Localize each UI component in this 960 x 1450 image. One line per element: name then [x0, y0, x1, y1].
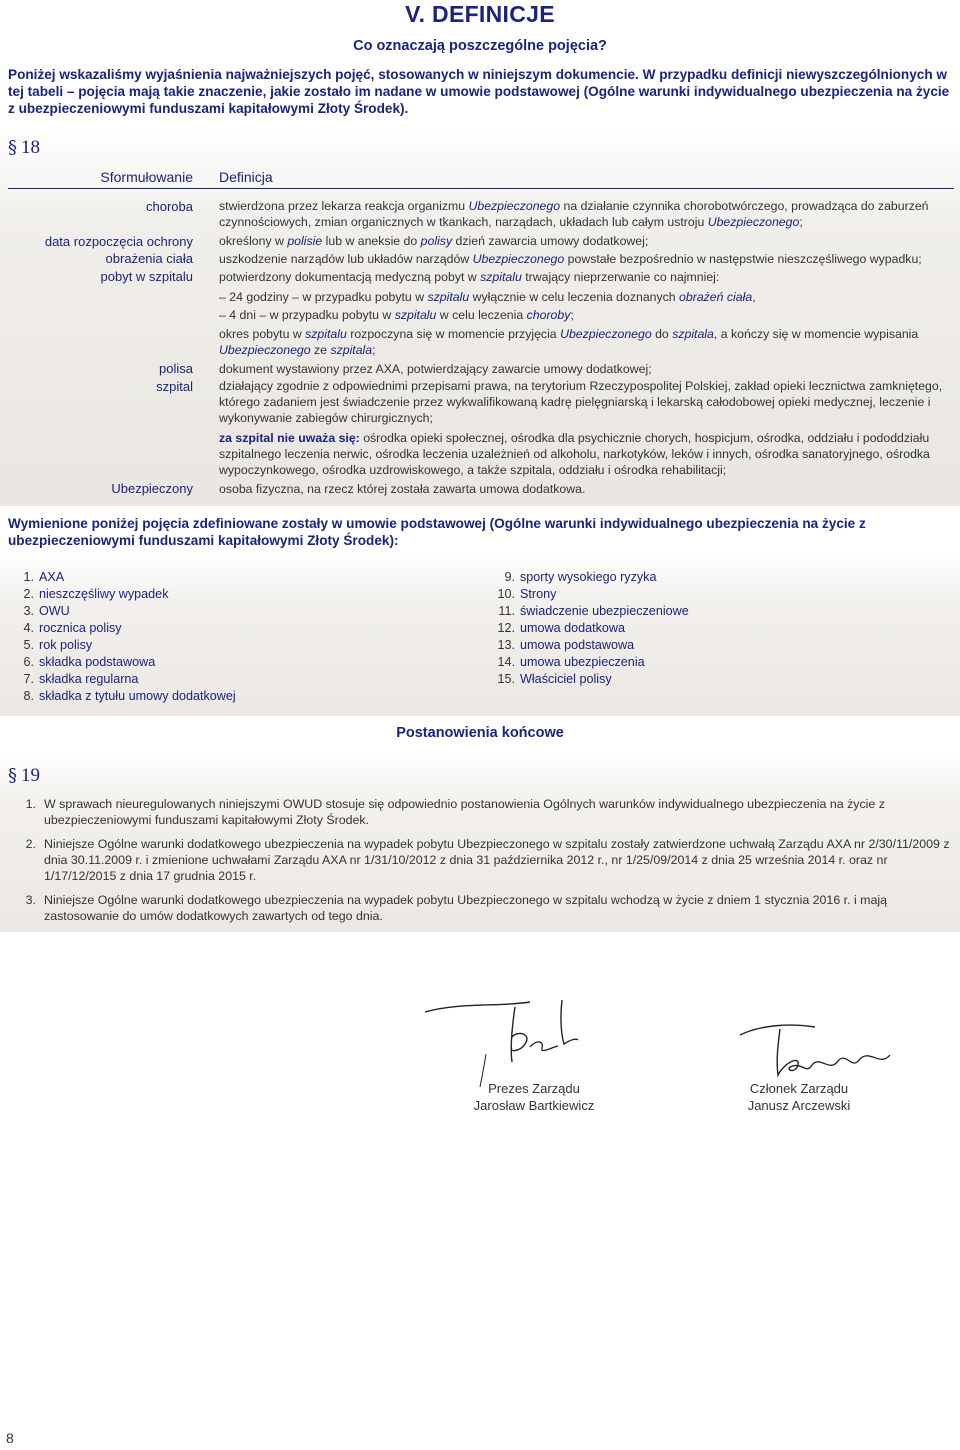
section-number: 18	[21, 137, 40, 158]
signatory-role: Prezes Zarządu	[488, 1081, 580, 1096]
definition-polisa: dokument wystawiony przez AXA, potwierdzający zawarcie umowy dodatkowej;	[219, 362, 652, 376]
signature-block-member	[699, 1080, 899, 1114]
list-item: 3. OWU	[23, 604, 70, 618]
list-item: 13. umowa podstawowa	[497, 638, 635, 652]
definition-szpital: działający zgodnie z odpowiednimi przepisami prawa, na terytorium Rzeczypospolitej Polskiej, zakład opieki lecznictwa zamkniętego, którego zadaniem jest świadczenie przez wykwalifikowaną kadrę pielęgniarską i lekarską całodobowej opieki medycznej, leczenie i wykonywanie zabiegów chirurgicznych;	[219, 379, 943, 425]
list-item: 1. AXA	[23, 570, 65, 584]
list-item: 2. nieszczęśliwy wypadek	[23, 587, 169, 601]
list-item: 10. Strony	[497, 587, 557, 601]
list-item: 11. świadczenie ubezpieczeniowe	[498, 604, 689, 618]
list-item: 15. Właściciel polisy	[497, 672, 612, 686]
final-provisions-title: Postanowienia końcowe	[396, 725, 564, 741]
definition-choroba: stwierdzona przez lekarza reakcja organizmu Ubezpieczonego na działanie czynnika chorobotwórczego, prowadząca do zaburzeń czynnościowych, zmian organicznych w tkankach, narządach, układach lub całym ustroju Ubezpieczonego;	[219, 199, 929, 229]
definition-pobyt-okres: okres pobytu w szpitalu rozpoczyna się w momencie przyjęcia Ubezpieczonego do szpitala, a kończy się w momencie wypisania Ubezpieczonego ze szpitala;	[219, 327, 919, 357]
list-item: 5. rok polisy	[23, 638, 93, 652]
terms-list-heading: Wymienione poniżej pojęcia zdefiniowane zostały w umowie podstawowej (Ogólne warunki indywidualnego ubezpieczenia na życie z ubezpieczeniowymi funduszami kapitałowymi Złoty Środek):	[8, 516, 866, 548]
term-polisa: polisa	[159, 361, 193, 376]
column-header-definition: Definicja	[219, 169, 273, 185]
term-data-rozpoczecia-ochrony: data rozpoczęcia ochrony	[44, 234, 193, 249]
terms-list-right	[487, 569, 689, 688]
section-18-heading	[8, 137, 40, 159]
list-item: 4. rocznica polisy	[23, 621, 122, 635]
definition-data-rozpoczecia-ochrony: określony w polisie lub w aneksie do polisy dzień zawarcia umowy dodatkowej;	[219, 234, 649, 248]
term-choroba: choroba	[146, 199, 193, 214]
list-item: 9. sporty wysokiego ryzyka	[504, 570, 657, 584]
list-item: 12. umowa dodatkowa	[497, 621, 626, 635]
paragraph-symbol: §	[8, 137, 17, 158]
intro-text: Poniżej wskazaliśmy wyjaśnienia najważniejszych pojęć, stosowanych w niniejszym dokumencie. W przypadku definicji niewyszczególnionych w tej tabeli – pojęcia mają takie znaczenie, jakie zostało im nadane w umowie podstawowej (Ogólne warunki indywidualnego ubezpieczenia na życie z ubezpieczeniowymi funduszami kapitałowymi Złoty Środek).	[8, 67, 950, 116]
term-ubezpieczony: Ubezpieczony	[111, 481, 193, 496]
signatory-role: Członek Zarządu	[749, 1081, 849, 1096]
definition-szpital-exclusions: za szpital nie uważa się: ośrodka opieki społecznej, ośrodka dla psychicznie chorych, hospicjum, ośrodka, oddziału i pododdziału szpitalnego leczenia nerwic, ośrodka leczenia uzależnień od alkoholu, narkotyków, leków i innych, ośrodka sanatoryjnego, ośrodka wypoczynkowego, ośrodka uzdrowiskowego, a także szpitala, oddziału i ośrodka rehabilitacji;	[219, 431, 930, 477]
signature-block-president	[434, 1080, 634, 1114]
list-item: 8. składka z tytułu umowy dodatkowej	[23, 689, 236, 703]
list-item: 6. składka podstawowa	[23, 655, 156, 669]
definition-obrazenia-ciala: uszkodzenie narządów lub układów narządów Ubezpieczonego powstałe bezpośrednio w następstwie nieszczęśliwego wypadku;	[219, 252, 922, 266]
term-pobyt-w-szpitalu: pobyt w szpitalu	[100, 269, 193, 284]
page-title: V. DEFINICJE	[405, 1, 555, 27]
column-header-term: Sformułowanie	[100, 169, 193, 185]
definition-pobyt-24h: – 24 godziny – w przypadku pobytu w szpitalu wyłącznie w celu leczenia doznanych obrażeń ciała,	[219, 290, 756, 304]
signatory-name: Janusz Arczewski	[747, 1098, 851, 1113]
list-item: 2. Niniejsze Ogólne warunki dodatkowego ubezpieczenia na wypadek pobytu Ubezpieczonego w szpitalu zostały zatwierdzone uchwałą Zarządu AXA nr 2/30/11/2009 z dnia 30.11.2009 r. i zmienione uchwałami Zarządu AXA nr 1/31/10/2012 z dnia 31 października 2012 r., nr 1/25/09/2014 z dnia 25 września 2014 r. oraz nr 1/17/12/2015 z dnia 17 grudnia 2015 r.	[25, 837, 950, 883]
list-item: 7. składka regularna	[23, 672, 139, 686]
list-item: 1. W sprawach nieuregulowanych niniejszymi OWUD stosuje się odpowiednio postanowienia Ogólnych warunków indywidualnego ubezpieczenia na życie z ubezpieczeniowymi funduszami kapitałowymi Złoty Środek.	[25, 797, 885, 827]
page-subtitle: Co oznaczają poszczególne pojęcia?	[353, 38, 607, 54]
term-obrazenia-ciala: obrażenia ciała	[105, 251, 193, 266]
signature-bartkiewicz	[420, 982, 580, 1092]
definition-pobyt-w-szpitalu: potwierdzony dokumentacją medyczną pobyt w szpitalu trwający nieprzerwanie co najmniej:	[219, 270, 720, 284]
page-number: 8	[6, 1430, 14, 1446]
list-item: 3. Niniejsze Ogólne warunki dodatkowego ubezpieczenia na wypadek pobytu Ubezpieczonego w szpitalu wchodzą w życie z dniem 1 stycznia 2016 r. i mają zastosowanie do umów dodatkowych zawartych od tego dnia.	[25, 893, 888, 923]
definition-pobyt-4dni: – 4 dni – w przypadku pobytu w szpitalu w celu leczenia choroby;	[219, 308, 574, 322]
final-provisions-list	[18, 796, 954, 928]
paragraph-symbol: §	[8, 765, 17, 786]
signatory-name: Jarosław Bartkiewicz	[473, 1098, 595, 1113]
terms-list-left	[8, 569, 236, 705]
term-szpital: szpital	[156, 379, 193, 394]
list-item: 14. umowa ubezpieczenia	[497, 655, 645, 669]
section-number: 19	[21, 765, 40, 786]
definition-ubezpieczony: osoba fizyczna, na rzecz której została zawarta umowa dodatkowa.	[219, 482, 586, 496]
section-19-heading	[8, 765, 40, 787]
header-rule	[8, 188, 954, 189]
